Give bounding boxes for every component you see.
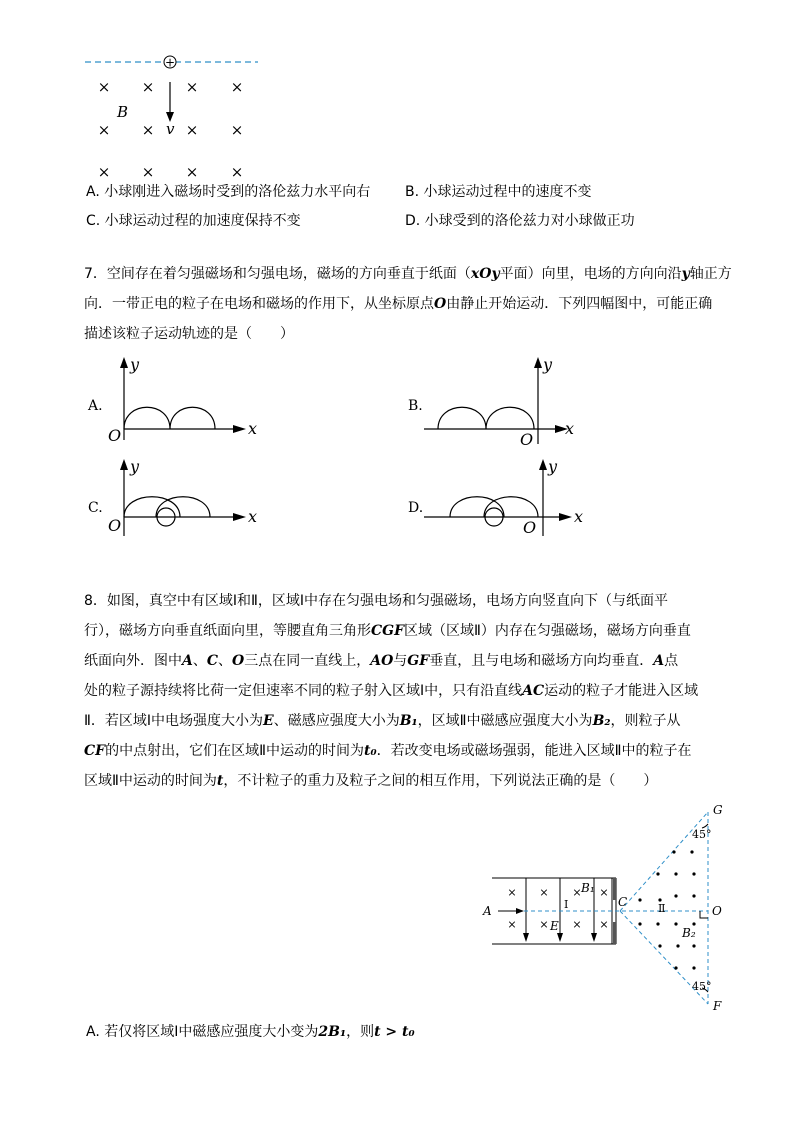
field-cross: ×: [185, 121, 199, 139]
svg-text:×: ×: [572, 918, 582, 931]
svg-text:×: ×: [539, 886, 549, 899]
svg-text:×: ×: [539, 918, 549, 931]
q7-graph-c: [80, 452, 270, 537]
field-cross: ×: [97, 163, 111, 181]
y-axis-label: y: [548, 457, 558, 476]
q6-figure: [80, 50, 270, 185]
label-c: C: [618, 895, 628, 909]
graph-label: C.: [88, 500, 103, 516]
graph-label: D.: [408, 500, 424, 516]
q8-figure: [478, 800, 740, 1022]
label-f: F: [713, 999, 722, 1013]
label-g: G: [713, 803, 723, 817]
origin-label: O: [108, 426, 122, 445]
label-region2: Ⅱ: [658, 902, 666, 915]
label-b1: B₁: [581, 881, 595, 895]
y-axis-label: y: [130, 355, 140, 374]
q7-graph-b: [400, 352, 590, 447]
origin-label: O: [108, 516, 122, 535]
graph-label: A.: [88, 398, 103, 414]
q8-stem: 8．如图，真空中有区域Ⅰ和Ⅱ，区域Ⅰ中存在匀强电场和匀强磁场，电场方向竖直向下（与纸面平 行），磁场方向垂直纸面向里，等腰直角三角形CGF区域（区域Ⅱ）内存在匀强磁场，磁场方向垂直 纸面向外．图中A、C、O三点在同一直线上，AO与GF垂直，且与电场和磁场方向均垂直．A点 处的粒子源持续将比荷一定但速率不同的粒子射入区域Ⅰ中，只有沿直线AC运动的粒子才能进入区域 Ⅱ．若区域Ⅰ中电场强度大小为E、磁感应强度大小为B₁，区域Ⅱ中磁感应强度大小为B₂，则粒子从 CF的中点射出，它们在区域Ⅱ中运动的时间为t₀．若改变电场或磁场强弱，能进入区域Ⅱ中的粒子在 区域Ⅱ中运动的时间为t，不计粒子的重力及粒子之间的相互作用，下列说法正确的是（ ）: [84, 593, 699, 789]
q7-graph-d: [400, 452, 590, 537]
q7-graph-a: [80, 352, 270, 447]
field-cross: ×: [141, 78, 155, 96]
field-cross: ×: [230, 121, 244, 139]
field-cross: ×: [185, 78, 199, 96]
field-cross: ×: [230, 163, 244, 181]
label-angle-top: 45°: [692, 828, 712, 841]
q6-option-a: A. 小球刚进入磁场时受到的洛伦兹力水平向右: [86, 184, 371, 200]
field-cross: ×: [97, 78, 111, 96]
charge-symbol: +: [164, 55, 176, 70]
origin-label: O: [523, 518, 537, 537]
svg-text:×: ×: [572, 886, 582, 899]
label-angle-bottom: 45°: [692, 980, 712, 993]
label-b2: B₂: [682, 926, 696, 940]
label-o: O: [712, 904, 722, 918]
q6-option-b: B. 小球运动过程中的速度不变: [405, 184, 592, 200]
q6-option-c: C. 小球运动过程的加速度保持不变: [86, 213, 301, 229]
field-cross: ×: [185, 163, 199, 181]
y-axis-label: y: [543, 355, 553, 374]
field-cross: ×: [141, 163, 155, 181]
label-a: A: [483, 904, 492, 918]
x-axis-label: x: [248, 507, 258, 526]
x-axis-label: x: [574, 507, 584, 526]
x-axis-label: x: [565, 419, 575, 438]
field-cross: ×: [230, 78, 244, 96]
svg-text:×: ×: [599, 886, 609, 899]
y-axis-label: y: [130, 457, 140, 476]
x-axis-label: x: [248, 419, 258, 438]
field-cross: ×: [141, 121, 155, 139]
origin-label: O: [520, 430, 534, 447]
q7-stem: 7．空间存在着匀强磁场和匀强电场，磁场的方向垂直于纸面（xOy平面）向里，电场的方向向沿y轴正方 向．一带正电的粒子在电场和磁场的作用下，从坐标原点O由静止开始运动．下列四幅图中，可能正确 描述该粒子运动轨迹的是（ ）: [84, 266, 732, 342]
label-region1: Ⅰ: [564, 898, 569, 911]
q8-option-a: A. 若仅将区域Ⅰ中磁感应强度大小变为2B₁，则t > t₀: [86, 1024, 415, 1040]
svg-text:×: ×: [507, 918, 517, 931]
field-label: B: [117, 103, 129, 121]
graph-label: B.: [408, 398, 423, 414]
field-cross: ×: [97, 121, 111, 139]
svg-text:×: ×: [599, 918, 609, 931]
svg-text:×: ×: [507, 886, 517, 899]
q6-option-d: D. 小球受到的洛伦兹力对小球做正功: [405, 213, 635, 229]
velocity-label: v: [166, 120, 175, 138]
label-e: E: [550, 919, 559, 933]
